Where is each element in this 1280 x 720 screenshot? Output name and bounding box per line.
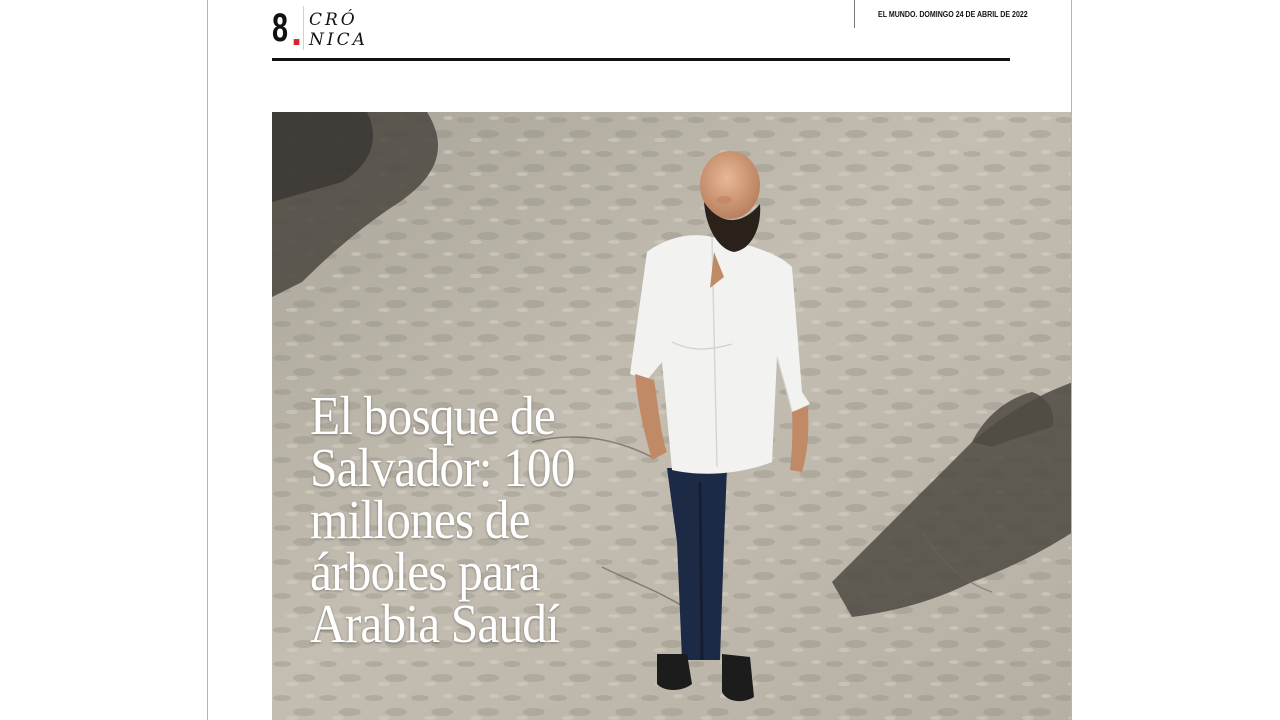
page-number-dot: . — [291, 10, 303, 54]
dateline-rule — [854, 0, 855, 28]
dateline: EL MUNDO. DOMINGO 24 DE ABRIL DE 2022 — [878, 10, 1028, 19]
article-headline: El bosque de Salvador: 100 millones de árboles para Arabia Saudí — [310, 385, 575, 654]
newspaper-page — [207, 0, 1072, 720]
section-name: CRÓNICA — [309, 10, 368, 50]
header-rule — [272, 58, 1010, 61]
article-photo — [272, 112, 1072, 720]
page-number: 8 — [272, 6, 288, 50]
section-divider — [303, 6, 304, 50]
